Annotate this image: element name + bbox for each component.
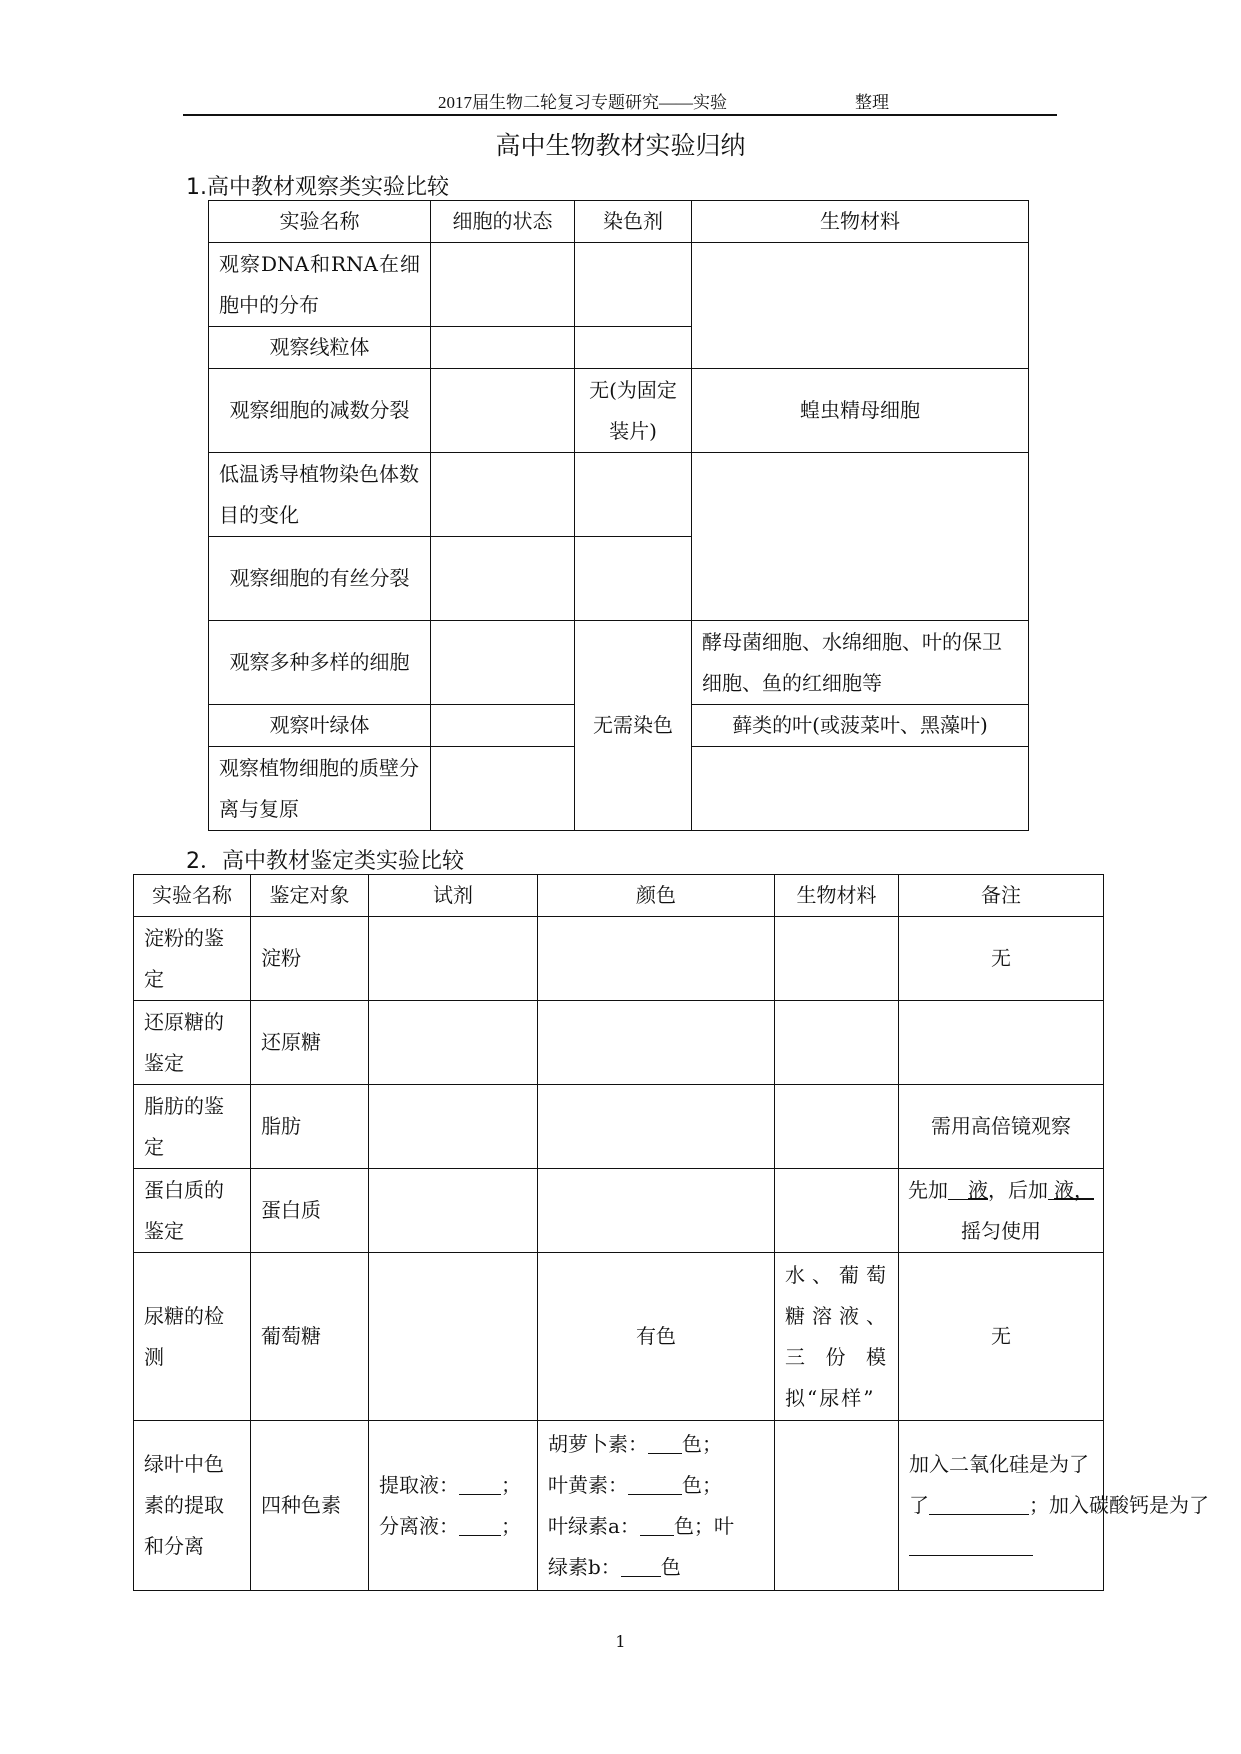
material (775, 1001, 899, 1085)
experiment-name: 尿糖的检测 (134, 1253, 251, 1421)
experiment-name: 观察多种多样的细胞 (209, 621, 431, 705)
color-suffix: 色； (682, 1431, 722, 1456)
target: 还原糖 (251, 1001, 369, 1085)
table-row (209, 453, 1029, 537)
material: 水、葡萄糖溶液、三份模拟“尿样” (775, 1253, 899, 1421)
shared-stain: 无需染色 (575, 621, 692, 831)
experiment-name: 观察细胞的有丝分裂 (209, 537, 431, 621)
page-number: 1 (615, 1632, 626, 1651)
color (538, 917, 775, 1001)
pigment-label: 叶 (713, 1513, 734, 1538)
color (538, 1169, 775, 1253)
cell-state (431, 537, 575, 621)
answer-blank[interactable] (628, 1474, 682, 1495)
table-row (134, 1085, 1104, 1169)
experiment-name: 观察DNA和RNA在细胞中的分布 (209, 243, 431, 327)
experiment-name: 还原糖的鉴定 (134, 1001, 251, 1085)
answer-blank[interactable] (640, 1515, 674, 1536)
color (538, 1085, 775, 1169)
note: 加入二氧化硅是为了 了 ；加入碳酸钙是为了 (899, 1421, 1104, 1591)
note (899, 1169, 1104, 1253)
header-rule (183, 114, 1057, 116)
experiment-name: 观察植物细胞的质壁分离与复原 (209, 747, 431, 831)
reagent (369, 1085, 538, 1169)
cell-state (431, 453, 575, 537)
target: 脂肪 (251, 1085, 369, 1169)
pigment-label: 叶绿素a： (548, 1513, 640, 1538)
table-row (209, 369, 1029, 453)
separator: ； (501, 1472, 521, 1497)
note: 无 (899, 1253, 1104, 1421)
color-suffix: 色 (660, 1554, 681, 1579)
experiment-name: 观察细胞的减数分裂 (209, 369, 431, 453)
note-text: ，后加 (988, 1177, 1048, 1202)
reagent (369, 1253, 538, 1421)
column-header: 鉴定对象 (251, 875, 369, 917)
stain (575, 537, 692, 621)
target: 葡萄糖 (251, 1253, 369, 1421)
answer-blank[interactable] (459, 1474, 501, 1495)
material (775, 1421, 899, 1591)
note-text: ；加入碳酸钙是为了 (1029, 1493, 1209, 1517)
target: 蛋白质 (251, 1169, 369, 1253)
answer-blank[interactable] (909, 1535, 1033, 1556)
identification-table (133, 874, 1209, 1591)
cell-state (431, 705, 575, 747)
cell-state (431, 747, 575, 831)
answer-blank[interactable] (648, 1433, 682, 1454)
reagent-label: 分离液： (379, 1513, 459, 1538)
target: 四种色素 (251, 1421, 369, 1591)
target: 淀粉 (251, 917, 369, 1001)
column-header: 实验名称 (209, 201, 431, 243)
table-row (134, 917, 1104, 1001)
experiment-name: 蛋白质的鉴定 (134, 1169, 251, 1253)
pigment-label: 胡萝卜素： (548, 1431, 648, 1456)
cell-state (431, 621, 575, 705)
answer-blank[interactable] (459, 1515, 501, 1536)
page-title: 高中生物教材实验归纳 (495, 131, 746, 160)
column-header: 颜色 (538, 875, 775, 917)
stain (575, 243, 692, 327)
material (692, 243, 1029, 369)
column-header: 实验名称 (134, 875, 251, 917)
table-row (134, 1421, 1104, 1591)
stain (575, 453, 692, 537)
experiment-name: 观察叶绿体 (209, 705, 431, 747)
header-right: 整理 (855, 93, 889, 112)
color (538, 1421, 775, 1591)
color: 有色 (538, 1253, 775, 1421)
experiment-name: 脂肪的鉴定 (134, 1085, 251, 1169)
note-text: 液， (1054, 1177, 1094, 1202)
note: 需用高倍镜观察 (899, 1085, 1104, 1169)
color (538, 1001, 775, 1085)
cell-state (431, 369, 575, 453)
reagent (369, 1421, 538, 1591)
section1-heading: 1.高中教材观察类实验比较 (186, 175, 449, 200)
material (692, 747, 1029, 831)
reagent (369, 1169, 538, 1253)
stain (575, 327, 692, 369)
column-header: 备注 (899, 875, 1104, 917)
reagent-label: 提取液： (379, 1472, 459, 1497)
color-suffix: 色； (682, 1472, 722, 1497)
experiment-name: 观察线粒体 (209, 327, 431, 369)
table-row (134, 1253, 1104, 1421)
material (692, 453, 1029, 621)
section2-heading: 2．高中教材鉴定类实验比较 (186, 849, 464, 874)
pigment-label: 叶黄素： (548, 1472, 628, 1497)
reagent (369, 1001, 538, 1085)
cell-state (431, 243, 575, 327)
answer-blank[interactable] (948, 1179, 968, 1200)
experiment-name: 淀粉的鉴定 (134, 917, 251, 1001)
material (775, 1085, 899, 1169)
answer-blank[interactable] (621, 1556, 661, 1577)
color-suffix: 色； (673, 1513, 714, 1538)
table-header-row (134, 875, 1104, 917)
table-row (134, 1169, 1104, 1253)
material: 藓类的叶(或菠菜叶、黑藻叶) (692, 705, 1029, 747)
note-text: 先加 (908, 1177, 948, 1202)
column-header: 生物材料 (692, 201, 1029, 243)
note: 无 (899, 917, 1104, 1001)
table-row (209, 243, 1029, 327)
table-row (209, 621, 1029, 705)
material: 酵母菌细胞、水绵细胞、叶的保卫细胞、鱼的红细胞等 (692, 621, 1029, 705)
cell-state (431, 327, 575, 369)
column-header: 染色剂 (575, 201, 692, 243)
table-row (134, 1001, 1104, 1085)
column-header: 试剂 (369, 875, 538, 917)
header-left: 2017届生物二轮复习专题研究——实验 (438, 93, 727, 112)
separator: ； (501, 1513, 521, 1538)
answer-blank[interactable] (929, 1494, 1029, 1515)
note-text: 摇匀使用 (961, 1218, 1041, 1243)
material: 蝗虫精母细胞 (692, 369, 1029, 453)
material (775, 1169, 899, 1253)
note (899, 1001, 1104, 1085)
note-text: 加入二氧化硅是为了 (909, 1452, 1089, 1476)
experiment-name: 低温诱导植物染色体数目的变化 (209, 453, 431, 537)
material (775, 917, 899, 1001)
observation-table (208, 200, 1029, 831)
column-header: 细胞的状态 (431, 201, 575, 243)
experiment-name: 绿叶中色素的提取和分离 (134, 1421, 251, 1591)
note-text: 液 (968, 1177, 988, 1202)
reagent (369, 917, 538, 1001)
column-header: 生物材料 (775, 875, 899, 917)
pigment-label: 绿素b： (548, 1554, 621, 1579)
table-header-row (209, 201, 1029, 243)
stain: 无(为固定装片) (575, 369, 692, 453)
